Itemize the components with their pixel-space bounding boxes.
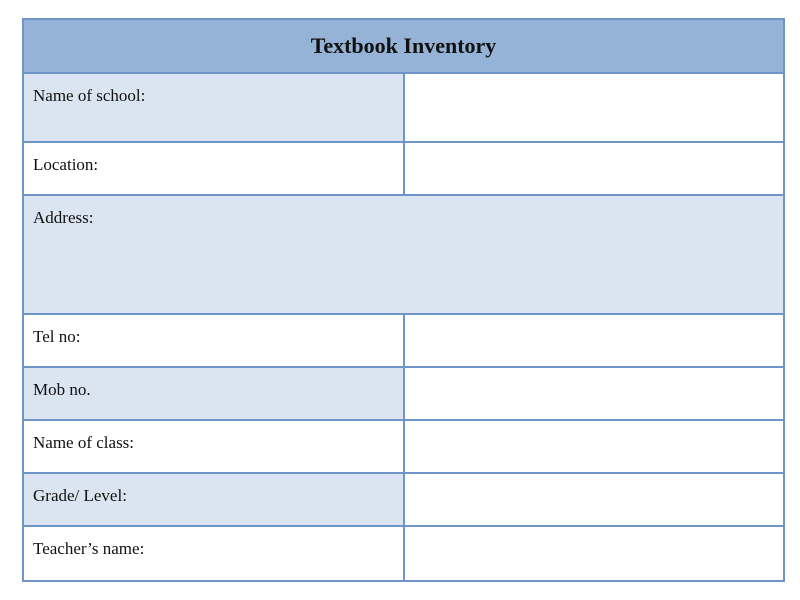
mob-field[interactable] [404,367,785,420]
teacher-name-field[interactable] [404,526,785,581]
address-field[interactable] [23,195,784,314]
row-tel [23,314,784,367]
grade-level-label: Grade/ Level: [23,473,404,526]
header-row [23,19,784,73]
address-label: Address: [33,208,94,227]
location-field[interactable] [404,142,785,195]
row-school-name [23,73,784,142]
school-name-label: Name of school: [23,73,404,142]
tel-label: Tel no: [23,314,404,367]
textbook-inventory-form [22,18,785,582]
class-name-label: Name of class: [23,420,404,473]
grade-level-field[interactable] [404,473,785,526]
form-title: Textbook Inventory [23,19,784,73]
row-address [23,195,784,314]
school-name-field[interactable] [404,73,785,142]
location-label: Location: [23,142,404,195]
teacher-name-label: Teacher’s name: [23,526,404,581]
row-location [23,142,784,195]
row-mob [23,367,784,420]
class-name-field[interactable] [404,420,785,473]
tel-field[interactable] [404,314,785,367]
mob-label: Mob no. [23,367,404,420]
row-teacher-name [23,526,784,581]
row-class-name [23,420,784,473]
row-grade-level [23,473,784,526]
